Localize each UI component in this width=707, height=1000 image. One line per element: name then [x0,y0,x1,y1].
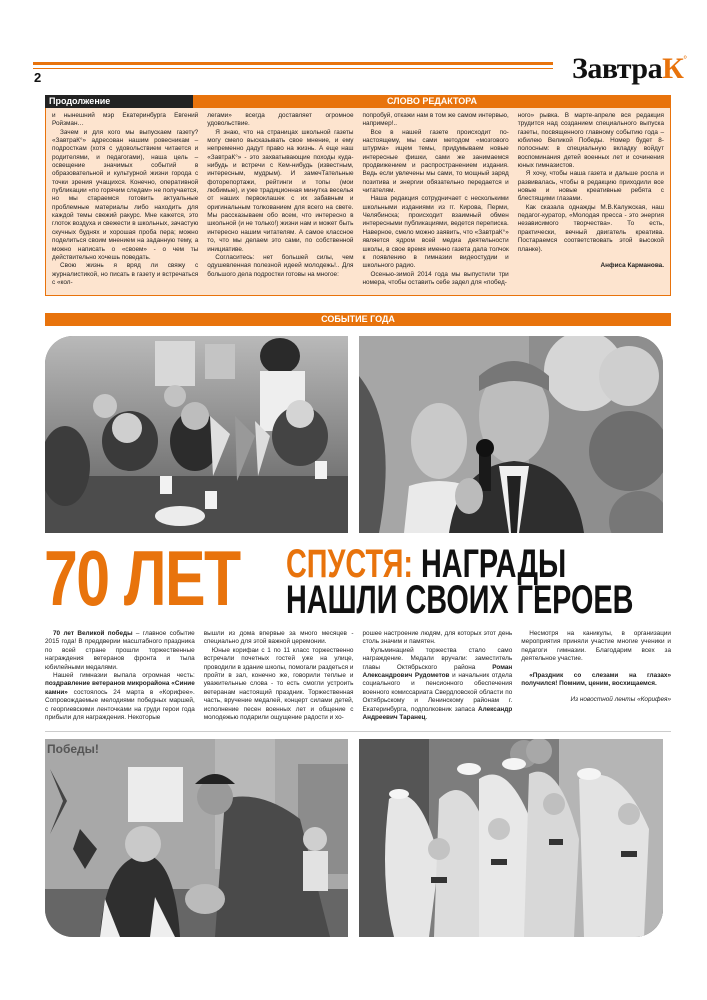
paragraph [45,672,195,722]
header-rule-thick [33,62,553,65]
headline-orange: СПУСТЯ: [286,542,414,586]
editor-section-header [45,95,671,108]
article-body [45,630,671,730]
page-number: 2 [34,70,42,85]
paragraph: вышли из дома впервые за много месяцев - специально для этой важной церемонии. [203,630,354,646]
paragraph: Наша редакция сотрудничает с несколькими школьными изданиями из гг. Кирова, Перми, Челябинска; происходит взаимный обмен интересными публикациями, ведется переписка. Наверное, смело можно заявить, что «ЗавтраК°» является ядром всей медиа деятельности школы, в свое время именно газета дала толчок к появлению в гимназии видеостудии и школьного радио. [362,195,509,270]
paragraph-text: и начальник отдела социального и пенсионного обеспечения военного комиссариата Свердловской области по Октябрьскому и Ленинскому районам г. Екатеринбурга, подполковник запаса [362,672,513,713]
editor-column-2 [207,112,353,291]
paragraph: Я хочу, чтобы наша газета и дальше росла и развивалась, чтобы в редакцию приходили все новые и новые креативные ребята с блестящими глазами. [517,170,664,203]
divider [45,731,671,732]
paragraph-text: Кульминацией торжества стало само награждение. Медали вручали: заместитель главы Октябрьского района [362,646,513,671]
headline-line1-rest: НАГРАДЫ [413,542,567,586]
paragraph: Как сказала однажды М.В.Калужская, наш педагог-куратор, «Молодая пресса - это энергия независимого творчества». То есть, практически, вечный двигатель креатива. Постараемся соответствовать этой высокой планке). [517,203,664,253]
headline-line-1 [286,542,633,586]
paragraph-text: состоялось 24 марта в «Корифее». Сопровождаемые мелодиями победных маршей, с георгиевскими ленточками на груди герои года прибыли для награждения. Некоторые [45,688,195,722]
editor-section-title: СЛОВО РЕДАКТОРА [193,95,671,108]
paragraph: Я знаю, что на страницах школьной газеты могу смело высказывать свое мнение, и ему непременно дадут право на жизнь. А еще наш «ЗавтраК°» - это захватывающие походы куда-нибудь и встречи с Кем-нибудь (известным, интересным, мудрым). И замечТательные фоторепортажи, рейтинги и топы (мои любимые), и уже традиционная минутка веселья от наших первоклашек с их забавным и оригинальным толкованием для всего на свете. Мы рассказываем обо всем, что интересно в школьной (и не только!) жизни нам и может быть интересно нашим читателям. А самое классное то, что мы делаем это сами, по собственной инициативе. [207,128,354,253]
headline-line-2: НАШЛИ СВОИХ ГЕРОЕВ [286,578,634,622]
paragraph-text: Нашей гимназии выпала огромная честь: [53,672,195,680]
paragraph-text: – главное событие 2015 года! В преддверии масштабного праздника по всей стране прошли торжественные награждения ветеранов фронта и тыла юбилейными медалями. [45,630,195,671]
medal-award-photo [45,739,348,937]
logo-k: К [662,52,684,85]
article-column-2 [204,630,354,730]
headline-big: 70 ЛЕТ [44,534,240,622]
person-name: Александр Андреевич Таранец [362,705,513,722]
article-column-1 [45,630,195,730]
paragraph: Свою жизнь я вряд ли свяжу с журналистикой, но писать в газету и встречаться с «кол- [52,262,199,286]
newspaper-logo [572,52,686,86]
editor-signature: Анфиса Карманова. [600,261,664,269]
paragraph: Согласитесь: нет большей силы, чем одушевленная полезной идеей молодежь!.. Для большого дела подростки готовы на многое: [207,253,354,278]
logo-sup: ° [683,54,687,64]
veterans-at-tables-photo [45,336,348,533]
paragraph: попробуй, откажи нам в том же самом интервью, например!.. [362,112,509,128]
children-dancing-photo [359,739,663,937]
paragraph: Осенью-зимой 2014 года мы выпустили три номера, чтобы оставить себе задел для «побед- [362,270,509,286]
paragraph: Зачем и для кого мы выпускаем газету? «ЗавтраК°» адресован нашим ровесникам – подросткам (хотя с удовольствием читается и родителями, и педагогами), наша цель – освещение значимых событий в образовательной и культурной жизни города с точки зрения учащихся. Конечно, оперативной публикации «по горячим следам» не получается, но мы стараемся готовить актуальные проблемные материалы либо находить для каждой темы свежий ракурс. Мне кажется, это глоток воздуха и свежести в школьных, зачастую скучных буднях и хорошая проба пера; можно поделиться своим мнением на заданную тему, а можно написать о «своем» - о чем ты действительно хочешь поведать. [52,128,199,261]
paragraph: Несмотря на каникулы, в организации мероприятия приняли участие многие ученики и педагоги гимназии. Благодарим всех за деятельное участие. [521,630,671,663]
paragraph: легами» всегда доставляет огромное удовольствие. [207,112,354,128]
editor-column-3 [363,112,509,291]
paragraph [363,647,513,723]
man-with-microphone-photo [359,336,663,533]
person-name: Роман Александрович Рудометов [362,663,513,680]
paragraph-text: . [425,714,428,722]
editor-text-box [45,108,671,296]
closing-statement: «Праздник со слезами на глазах» получился! Помним, ценим, восхищаемся. [521,671,671,688]
poster-text: Победы! [47,742,99,756]
paragraph: Все в нашей газете происходит по-настоящему, мы сами методом «мозгового штурма» ищем темы, придумываем новые интересные фишки, сами же занимаемся продвижением и распространением издания. Ведь если увлечены мы сами, то мощный заряд позитива и энергии обязательно передается и читателям. [362,128,509,195]
continuation-label: Продолжение [45,95,193,108]
article-column-4 [521,630,671,730]
editor-column-1 [52,112,198,291]
article-source: Из новостной ленты «Корифея» [570,696,671,704]
paragraph: Юные корифаи с 1 по 11 класс торжественно встречали почетных гостей уже на улице, проводили в здание школы, помогали раздеться и пройти в зал, конечно же, говорили теплые и уважительные слова - то есть смогли устроить ветеранам настоящий праздник. Торжественная часть, вручение медалей, концерт силами детей, исполнение песен военных лет и общение с молодежью подарили ощущение радости и хо- [203,646,354,722]
header-rule-thin [33,68,553,69]
paragraph: и нынешний мэр Екатеринбурга Евгений Ройзман… [52,112,199,128]
bold-lead: поздравление ветеранов микрорайона «Синие камни» [45,680,195,696]
headline-right [286,542,634,622]
bold-lead: 70 лет Великой победы [53,630,133,637]
paragraph: рошее настроение людям, для которых этот день столь значим и памятен. [362,630,513,646]
article-column-3 [363,630,513,730]
editor-column-4 [518,112,664,291]
paragraph: ного» рывка. В марте-апреле вся редакция трудится над созданием специального выпуска газеты, посвященного главному событию года – юбилею Великой Победы. Номер будет 8-полосным: в специальную вкладку войдут воспоминания детей военных лет и сочинения юных гимназистов. [517,112,664,170]
paragraph [45,630,195,672]
event-section-title: СОБЫТИЕ ГОДА [45,313,671,326]
logo-main: Завтра [572,52,663,85]
